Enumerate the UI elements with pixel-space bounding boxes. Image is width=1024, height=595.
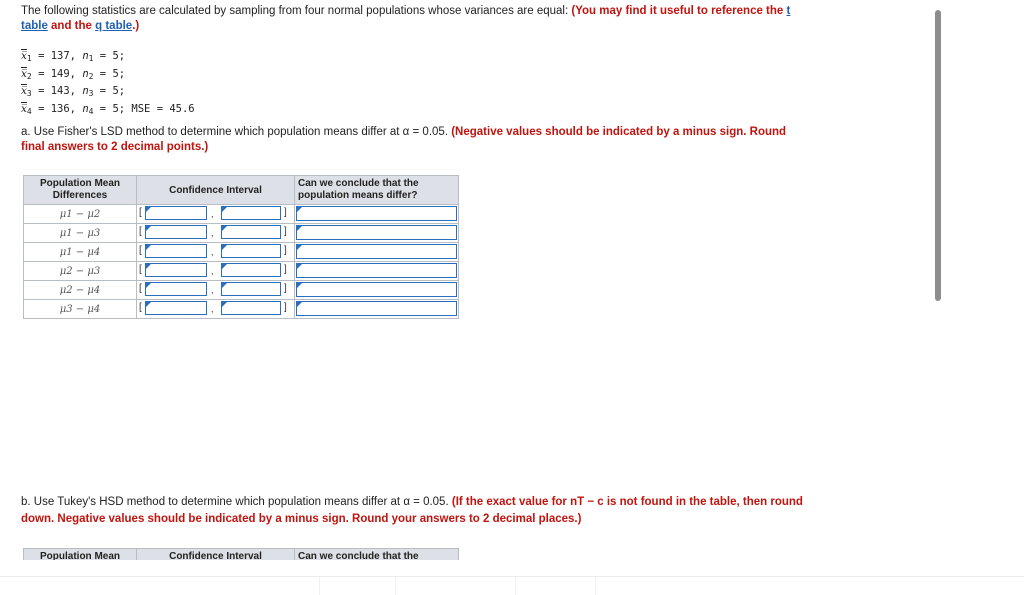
upper-bound-input[interactable] [221, 225, 281, 239]
xbar-symbol: x̅ [21, 102, 27, 115]
col-header-conclusion: Can we conclude that the population means differ? [295, 176, 459, 205]
table-row [24, 205, 459, 224]
col-header-conclusion: Can we conclude that the [295, 549, 459, 561]
interval-comma: , [211, 209, 214, 219]
n-symbol: n [82, 85, 89, 97]
sample-statistics [21, 49, 195, 119]
confidence-interval-cell [137, 281, 295, 300]
close-bracket: ] [284, 245, 287, 256]
table-row [24, 300, 459, 319]
lower-bound-input[interactable] [145, 225, 207, 239]
stat-row-4 [21, 102, 195, 120]
table-row [24, 224, 459, 243]
xbar-value: = 143, [31, 85, 83, 97]
upper-bound-input[interactable] [221, 282, 281, 296]
n-subscript: 1 [88, 54, 94, 63]
n-symbol: n [82, 50, 89, 62]
q-table-link[interactable]: q table [95, 20, 133, 32]
part-a-text: a. Use Fisher's LSD method to determine which population means differ at α = 0.05. [21, 126, 452, 138]
open-bracket: [ [139, 302, 142, 313]
intro-note-open: (You may find it useful to reference the [571, 5, 787, 17]
toolbar-divider [595, 577, 596, 595]
open-bracket: [ [139, 207, 142, 218]
upper-bound-input[interactable] [221, 301, 281, 315]
t-table-link[interactable]: t table [21, 5, 791, 32]
part-a-question [21, 125, 811, 155]
mean-difference-label: μ1 − μ3 [24, 224, 137, 243]
interval-comma: , [211, 304, 214, 314]
conclusion-dropdown[interactable] [296, 225, 457, 240]
n-value: = 5; [93, 67, 126, 80]
xbar-symbol: x̅ [21, 50, 27, 62]
n-subscript: 3 [88, 89, 94, 98]
n-value: = 5; [93, 50, 126, 62]
hsd-table [23, 548, 459, 560]
lower-bound-input[interactable] [145, 301, 207, 315]
conclusion-cell [295, 224, 459, 243]
intro-paragraph [21, 4, 811, 34]
interval-comma: , [211, 247, 214, 257]
close-bracket: ] [284, 302, 287, 313]
col-header-interval: Confidence Interval [137, 176, 295, 205]
n-subscript: 4 [88, 106, 94, 116]
xbar-subscript: 4 [26, 106, 32, 116]
lower-bound-input[interactable] [145, 282, 207, 296]
n-symbol: n [82, 102, 89, 115]
open-bracket: [ [139, 245, 142, 256]
lower-bound-input[interactable] [145, 263, 207, 277]
col-header-differences: Population Mean Differences [24, 176, 137, 205]
confidence-interval-cell [137, 205, 295, 224]
col-header-interval: Confidence Interval [137, 549, 295, 561]
confidence-interval-cell [137, 243, 295, 262]
lsd-table-header [24, 176, 459, 205]
n-value: = 5; [93, 85, 126, 97]
open-bracket: [ [139, 283, 142, 294]
lsd-table [23, 175, 459, 319]
mean-difference-label: μ1 − μ4 [24, 243, 137, 262]
hsd-table-header [24, 549, 459, 561]
mean-difference-label: μ3 − μ4 [24, 300, 137, 319]
intro-text: The following statistics are calculated by sampling from four normal populations whose variances are equal: [21, 5, 572, 17]
part-b-text: b. Use Tukey's HSD method to determine which population means differ at α = 0.05. [21, 496, 452, 508]
mean-difference-label: μ2 − μ4 [24, 281, 137, 300]
confidence-interval-cell [137, 224, 295, 243]
table-row [24, 262, 459, 281]
close-bracket: ] [284, 264, 287, 275]
open-bracket: [ [139, 264, 142, 275]
xbar-subscript: 2 [26, 71, 32, 81]
interval-comma: , [211, 285, 214, 295]
conclusion-cell [295, 205, 459, 224]
lower-bound-input[interactable] [145, 244, 207, 258]
conclusion-dropdown[interactable] [296, 301, 457, 316]
bottom-toolbar [0, 576, 1024, 595]
xbar-symbol: x̅ [21, 85, 27, 97]
conclusion-cell [295, 300, 459, 319]
toolbar-divider [515, 577, 516, 595]
xbar-value: = 137, [31, 50, 83, 62]
part-b-note: (If the exact value for nT − c is not found in the table, then round down. Negative values should be indicated by a minus sign. Round your answers to 2 decimal places.) [21, 496, 803, 525]
lsd-table-body [24, 205, 459, 319]
close-bracket: ] [284, 207, 287, 218]
vertical-scrollbar[interactable] [935, 10, 941, 301]
stat-row-3 [21, 84, 195, 102]
xbar-value: = 136, [31, 102, 83, 115]
interval-comma: , [211, 266, 214, 276]
col-header-differences: Population Mean [24, 549, 137, 561]
n-value-mse: = 5; MSE = 45.6 [93, 102, 195, 115]
xbar-subscript: 1 [26, 54, 32, 63]
lower-bound-input[interactable] [145, 206, 207, 220]
n-subscript: 2 [88, 71, 94, 81]
close-bracket: ] [284, 226, 287, 237]
mean-difference-label: μ1 − μ2 [24, 205, 137, 224]
upper-bound-input[interactable] [221, 206, 281, 220]
upper-bound-input[interactable] [221, 244, 281, 258]
stat-row-1 [21, 49, 195, 67]
confidence-interval-cell [137, 262, 295, 281]
xbar-subscript: 3 [26, 89, 32, 98]
toolbar-divider [395, 577, 396, 595]
table-row [24, 281, 459, 300]
intro-note-and: and the [47, 20, 96, 32]
xbar-value: = 149, [31, 67, 83, 80]
conclusion-cell [295, 262, 459, 281]
open-bracket: [ [139, 226, 142, 237]
conclusion-dropdown[interactable] [296, 244, 457, 259]
mean-difference-label: μ2 − μ3 [24, 262, 137, 281]
stat-row-2 [21, 67, 195, 85]
close-bracket: ] [284, 283, 287, 294]
upper-bound-input[interactable] [221, 263, 281, 277]
conclusion-cell [295, 281, 459, 300]
intro-note-close: .) [132, 20, 140, 32]
conclusion-cell [295, 243, 459, 262]
conclusion-dropdown[interactable] [296, 282, 457, 297]
table-row [24, 243, 459, 262]
part-b-question [21, 494, 811, 528]
n-symbol: n [82, 67, 89, 80]
xbar-symbol: x̅ [21, 67, 27, 80]
interval-comma: , [211, 228, 214, 238]
conclusion-dropdown[interactable] [296, 263, 457, 278]
confidence-interval-cell [137, 300, 295, 319]
part-a-note: (Negative values should be indicated by a minus sign. Round final answers to 2 decimal points.) [21, 126, 787, 153]
conclusion-dropdown[interactable] [296, 206, 457, 221]
toolbar-divider [319, 577, 320, 595]
